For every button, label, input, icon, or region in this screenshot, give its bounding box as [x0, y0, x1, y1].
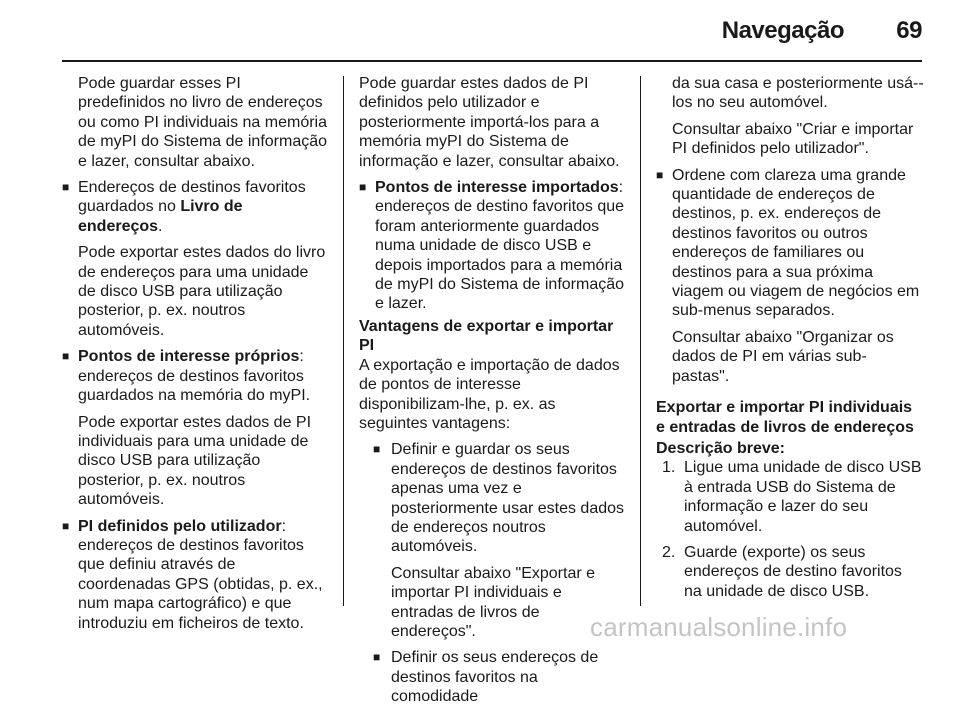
step-number: 2.	[662, 543, 676, 561]
bullet-text: : endereços de destinos favoritos que definiu através de coordenadas GPS (obtidas, p. ex., num mapa cartográfico) e que introduziu em ficheiros de texto.	[78, 517, 323, 632]
section-heading: Exportar e importar PI individuais e entradas de livros de endereços	[656, 399, 914, 436]
bold-term: Pontos de interesse importados	[375, 179, 619, 197]
page-title: Navegação	[721, 17, 844, 44]
paragraph: da sua casa e posteriormente usá--los no seu automóvel.	[672, 75, 924, 112]
paragraph: Pode guardar esses PI predefinidos no livro de endereços ou como PI individuais na memória de myPI do Sistema de informação e lazer, consultar abaixo.	[78, 75, 328, 170]
bullet-text: : endereços de destino favoritos que foram anteriormente guardados numa unidade de disco USB e depois importados para a memória de myPI do Sistema de informação e lazer.	[375, 179, 625, 313]
column-2	[359, 74, 627, 714]
step-text: Guarde (exporte) os seus endereços de destino favoritos na unidade de disco USB.	[684, 543, 902, 600]
paragraph: Pode exportar estes dados de PI individuais para uma unidade de disco USB para utilização posterior, p. ex. noutros automóveis.	[78, 413, 312, 509]
sub-bullet-item: ■ Definir os seus endereços de destinos favoritos na comodidade	[359, 648, 627, 706]
numbered-step	[656, 543, 924, 601]
column-divider-1	[343, 76, 344, 606]
bullet-text: : endereços de destinos favoritos guardados na memória do myPI.	[78, 348, 311, 405]
bold-term: Pontos de interesse próprios	[78, 348, 300, 366]
paragraph: Pode guardar estes dados de PI definidos pelo utilizador e posteriormente importá-los para a memória myPI do Sistema de informação e lazer, consultar abaixo.	[359, 75, 620, 170]
column-3	[656, 74, 924, 608]
bullet-item	[62, 517, 330, 633]
column-divider-2	[640, 76, 641, 606]
column-1	[62, 74, 330, 640]
paragraph: Consultar abaixo "Criar e importar PI definidos pelo utilizador".	[672, 120, 914, 158]
watermark: carmanualsonline.info	[590, 612, 848, 642]
paragraph: Consultar abaixo "Organizar os dados de PI em várias sub-pastas".	[672, 328, 894, 385]
bullet-item	[359, 178, 627, 314]
bold-term: Livro de endereços	[78, 198, 243, 235]
bullet-item: ■ Ordene com clareza uma grande quantidade de endereços de destinos, p. ex. endereços de destinos favoritos ou outros endereços de familiares ou destinos para a sua próxima viagem ou viagem de negócios em sub-menus separados.	[656, 166, 924, 321]
bullet-item	[62, 347, 330, 405]
bold-term: PI definidos pelo utilizador	[78, 517, 282, 535]
bullet-text-end: .	[158, 217, 163, 235]
step-text: Ligue uma unidade de disco USB à entrada USB do Sistema de informação e lazer do seu automóvel.	[684, 459, 922, 535]
numbered-step	[656, 458, 924, 536]
step-number: 1.	[662, 459, 676, 477]
bullet-item	[62, 178, 330, 236]
header-rule	[62, 60, 922, 62]
paragraph: A exportação e importação de dados de pontos de interesse disponibilizam-lhe, p. ex. as seguintes vantagens:	[359, 356, 620, 432]
page-header	[0, 0, 960, 60]
paragraph: Consultar abaixo "Exportar e importar PI individuais e entradas de livros de endereços".	[391, 564, 596, 640]
sub-bullet-item: ■ Definir e guardar os seus endereços de destinos favoritos apenas uma vez e posteriormente usar estes dados de endereços noutros automóveis.	[359, 440, 627, 556]
sub-heading: Descrição breve:	[656, 439, 785, 457]
section-heading: Vantagens de exportar e importar PI	[359, 317, 614, 355]
bullet-text: Endereços de destinos favoritos guardados no	[78, 179, 306, 216]
paragraph: Pode exportar estes dados do livro de endereços para uma unidade de disco USB para utilização posterior, p. ex. noutros automóveis.	[78, 244, 326, 339]
page-number: 69	[896, 17, 922, 44]
